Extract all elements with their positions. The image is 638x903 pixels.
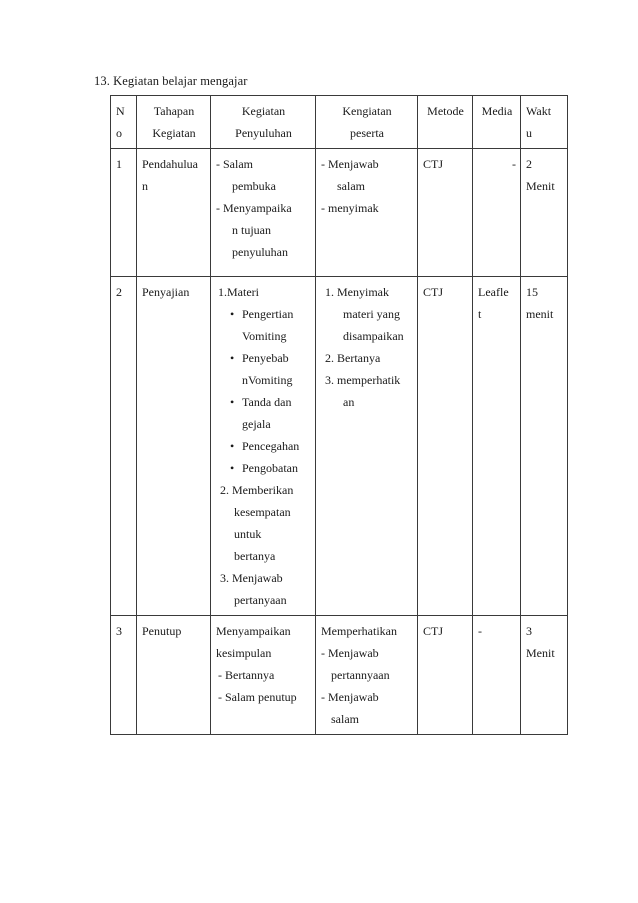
- cell-media: -: [473, 616, 521, 735]
- table-header-row: [111, 96, 568, 149]
- cell-waktu: 15 menit: [521, 277, 568, 616]
- cell-kegiatan: Menyampaikan kesimpulan - Bertannya - Salam penutup: [211, 616, 316, 735]
- cell-metode: CTJ: [418, 149, 473, 277]
- cell-tahapan: Penutup: [137, 616, 211, 735]
- header-waktu: Wakt u: [521, 96, 568, 149]
- cell-no: 3: [111, 616, 137, 735]
- cell-peserta: 1. Menyimak materi yang disampaikan 2. Bertanya 3. memperhatik an: [316, 277, 418, 616]
- cell-waktu: 2 Menit: [521, 149, 568, 277]
- header-tahapan: Tahapan Kegiatan: [137, 96, 211, 149]
- cell-metode: CTJ: [418, 616, 473, 735]
- cell-no: 1: [111, 149, 137, 277]
- cell-no: 2: [111, 277, 137, 616]
- section-heading: 13. Kegiatan belajar mengajar: [94, 74, 248, 88]
- cell-waktu: 3 Menit: [521, 616, 568, 735]
- cell-metode: CTJ: [418, 277, 473, 616]
- header-kegiatan: Kegiatan Penyuluhan: [211, 96, 316, 149]
- cell-peserta: - Menjawab salam - menyimak: [316, 149, 418, 277]
- cell-kegiatan: 1.Materi • Pengertian Vomiting • Penyebab nVomiting • Tanda dan gejala • Pencegahan • Pengobatan 2. Memberikan kesempatan untuk bertanya 3. Menjawab pertanyaan: [211, 277, 316, 616]
- table-row: [111, 277, 568, 616]
- header-metode: Metode: [418, 96, 473, 149]
- cell-tahapan: Penyajian: [137, 277, 211, 616]
- header-no: N o: [111, 96, 137, 149]
- header-peserta: Kengiatan peserta: [316, 96, 418, 149]
- header-media: Media: [473, 96, 521, 149]
- teaching-activity-table: [110, 95, 568, 735]
- table-row: [111, 149, 568, 277]
- cell-kegiatan: - Salam pembuka - Menyampaika n tujuan penyuluhan: [211, 149, 316, 277]
- table-row: [111, 616, 568, 735]
- cell-peserta: Memperhatikan - Menjawab pertannyaan - Menjawab salam: [316, 616, 418, 735]
- cell-tahapan: Pendahulua n: [137, 149, 211, 277]
- cell-media: -: [473, 149, 521, 277]
- cell-media: Leafle t: [473, 277, 521, 616]
